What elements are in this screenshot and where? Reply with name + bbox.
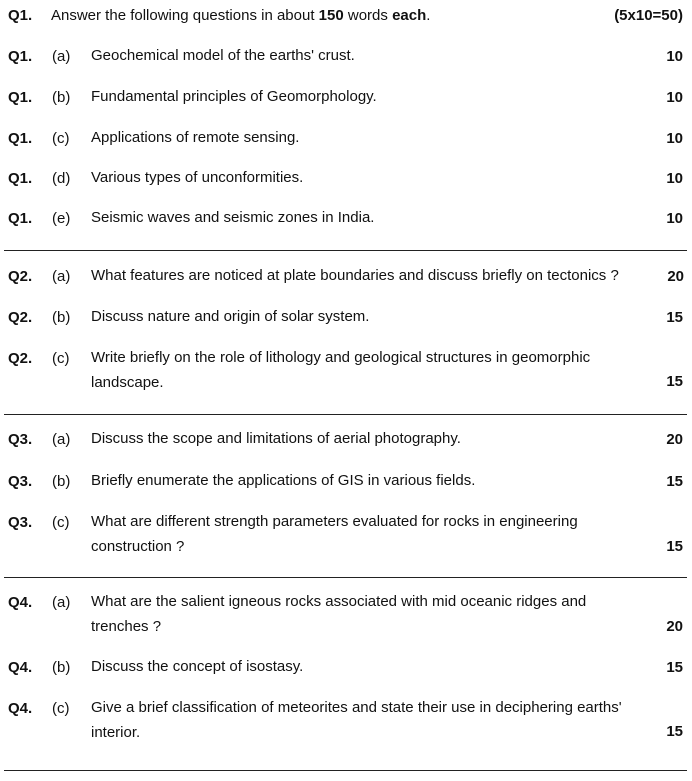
question-text [91, 205, 651, 230]
question-part: (c) [52, 514, 70, 531]
question-number: Q2. [8, 309, 33, 326]
question-text [91, 84, 651, 109]
question-text [91, 165, 651, 190]
question-line: Seismic waves and seismic zones in India. [91, 209, 375, 226]
question-part: (a) [52, 48, 71, 65]
question-text [91, 304, 651, 329]
question-line: Discuss nature and origin of solar system. [91, 308, 370, 325]
question-part: (a) [52, 268, 71, 285]
question-number: Q1. [8, 7, 33, 24]
question-line: Various types of unconformities. [91, 169, 304, 186]
intro-text-a: Answer the following questions in about [51, 7, 319, 24]
question-number: Q4. [8, 594, 33, 611]
question-text [91, 695, 671, 745]
question-marks: 10 [666, 130, 683, 147]
question-marks: 15 [666, 309, 683, 326]
question-marks: 20 [667, 268, 684, 285]
question-text [91, 125, 651, 150]
question-text [91, 509, 651, 559]
question-number: Q4. [8, 659, 33, 676]
question-part: (b) [52, 473, 71, 490]
question-part: (c) [52, 350, 70, 367]
question-part: (b) [52, 89, 71, 106]
question-number: Q2. [8, 268, 33, 285]
question-part: (c) [52, 130, 70, 147]
question-marks: 10 [666, 210, 683, 227]
question-number: Q1. [8, 89, 33, 106]
question-text [91, 263, 671, 288]
section-divider [4, 250, 687, 251]
intro-text-e: . [426, 7, 431, 24]
question-line: Give a brief classification of meteorites and state their use in deciphering earths' [91, 699, 622, 716]
question-number: Q1. [8, 170, 33, 187]
question-line: interior. [91, 724, 141, 741]
question-line: Write briefly on the role of lithology and geological structures in geomorphic [91, 349, 591, 366]
question-text [91, 654, 651, 679]
question-marks: 10 [666, 89, 683, 106]
intro-marks: (5x10=50) [614, 7, 683, 24]
question-number: Q3. [8, 431, 33, 448]
question-part: (d) [52, 170, 71, 187]
question-text [91, 426, 651, 451]
question-number: Q3. [8, 514, 33, 531]
question-line: construction ? [91, 538, 185, 555]
question-line: What are the salient igneous rocks associated with mid oceanic ridges and [91, 593, 587, 610]
question-part: (b) [52, 309, 71, 326]
question-part: (b) [52, 659, 71, 676]
question-line: landscape. [91, 374, 164, 391]
question-number: Q3. [8, 473, 33, 490]
question-number: Q1. [8, 48, 33, 65]
question-number: Q1. [8, 210, 33, 227]
question-part: (a) [52, 594, 71, 611]
question-text [91, 468, 651, 493]
question-line: What features are noticed at plate boundaries and discuss briefly on tectonics ? [91, 267, 619, 284]
question-marks: 20 [666, 618, 683, 635]
intro-word-count: 150 [318, 7, 344, 24]
question-marks: 15 [666, 373, 683, 390]
question-line: Applications of remote sensing. [91, 129, 300, 146]
question-number: Q4. [8, 700, 33, 717]
question-text [91, 345, 676, 395]
question-part: (c) [52, 700, 70, 717]
question-marks: 15 [666, 723, 683, 740]
section-divider [4, 577, 687, 578]
question-marks: 10 [666, 170, 683, 187]
section-divider [4, 414, 687, 415]
question-marks: 15 [666, 473, 683, 490]
question-marks: 15 [666, 659, 683, 676]
question-text [91, 589, 651, 639]
section-divider [4, 770, 687, 771]
question-line: Geochemical model of the earths' crust. [91, 47, 355, 64]
question-part: (a) [52, 431, 71, 448]
question-line: Fundamental principles of Geomorphology. [91, 88, 377, 105]
question-line: What are different strength parameters evaluated for rocks in engineering [91, 513, 578, 530]
intro-each: each [392, 7, 427, 24]
question-line: Discuss the scope and limitations of aerial photography. [91, 430, 461, 447]
question-line: trenches ? [91, 618, 162, 635]
question-marks: 15 [666, 538, 683, 555]
question-line: Briefly enumerate the applications of GIS in various fields. [91, 472, 476, 489]
question-line: Discuss the concept of isostasy. [91, 658, 304, 675]
question-marks: 20 [666, 431, 683, 448]
intro-text-c: words [343, 7, 393, 24]
intro-instruction [51, 7, 430, 24]
question-part: (e) [52, 210, 71, 227]
question-text [91, 43, 651, 68]
question-number: Q1. [8, 130, 33, 147]
question-marks: 10 [666, 48, 683, 65]
question-number: Q2. [8, 350, 33, 367]
